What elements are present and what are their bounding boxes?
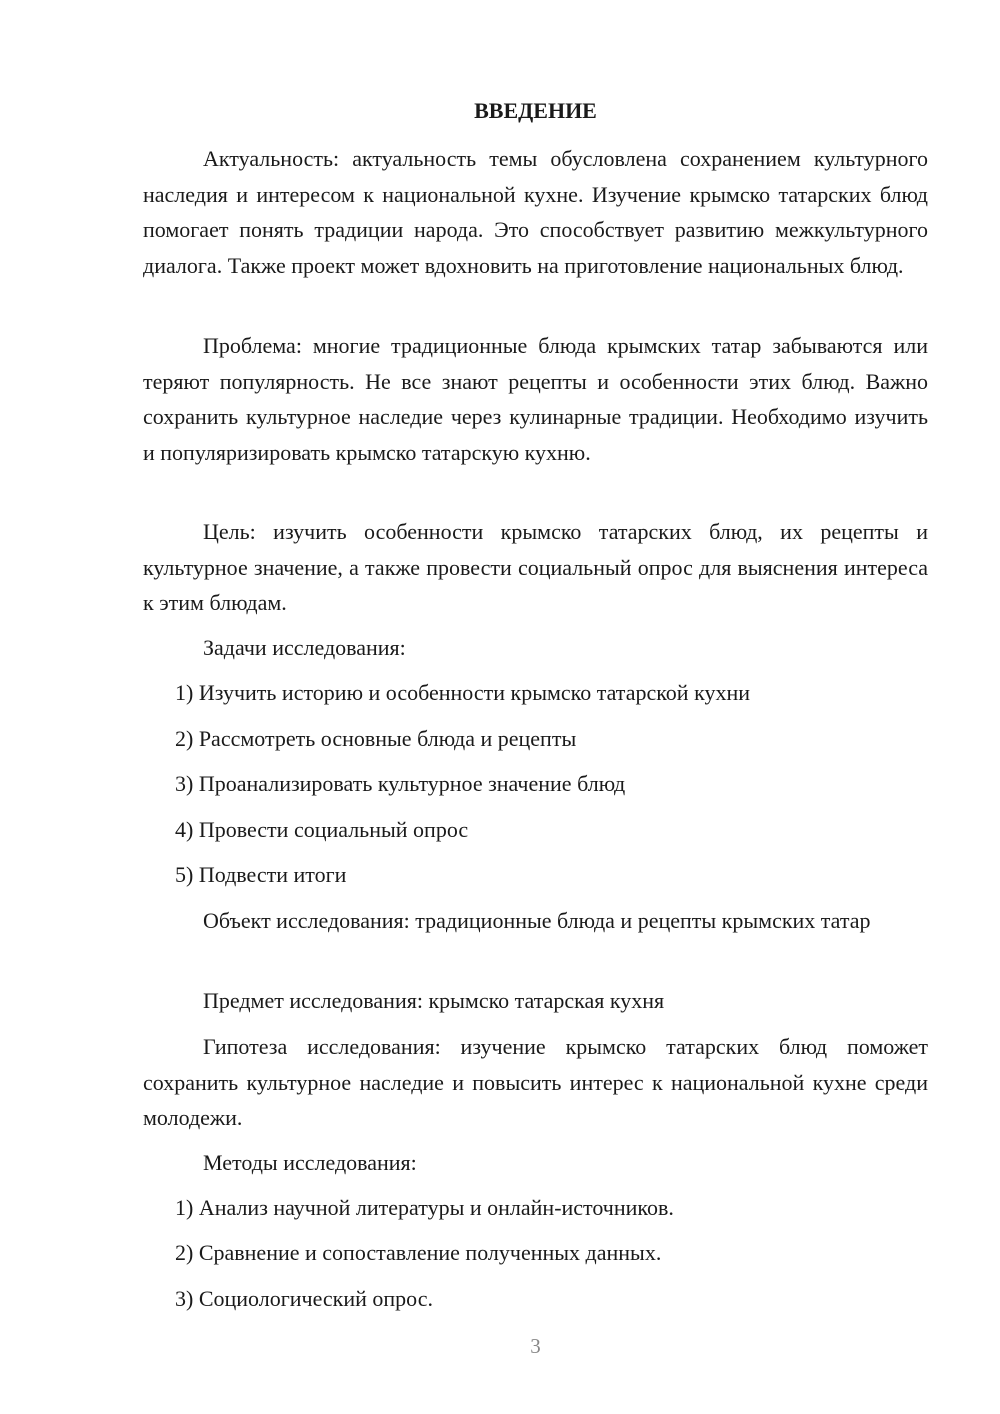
document-page: [143, 0, 928, 1414]
list-item: 3) Социологический опрос.: [175, 1286, 433, 1311]
subject-paragraph: Предмет исследования: крымско татарская кухня: [203, 988, 665, 1013]
list-item: 2) Сравнение и сопоставление полученных данных.: [175, 1240, 662, 1265]
problem-paragraph: Проблема: многие традиционные блюда крымских татар забываются или теряют популярность. Не все знают рецепты и особенности этих блюд. Важно сохранить культурное наследие через кулинарные традиции. Необходимо изучить и популяризировать крымско татарскую кухню.: [143, 333, 928, 465]
page-number: 3: [530, 1334, 541, 1358]
tasks-heading: Задачи исследования:: [203, 635, 406, 660]
list-item: 3) Проанализировать культурное значение блюд: [175, 771, 626, 796]
goal-paragraph: Цель: изучить особенности крымско татарских блюд, их рецепты и культурное значение, а также провести социальный опрос для выяснения интереса к этим блюдам.: [143, 519, 928, 615]
relevance-paragraph: Актуальность: актуальность темы обусловлена сохранением культурного наследия и интересом к национальной кухне. Изучение крымско татарских блюд помогает понять традиции народа. Это способствует развитию межкультурного диалога. Также проект может вдохновить на приготовление национальных блюд.: [143, 146, 928, 278]
hypothesis-paragraph: Гипотеза исследования: изучение крымско татарских блюд поможет сохранить культурное наследие и повысить интерес к национальной кухне среди молодежи.: [143, 1034, 928, 1130]
methods-heading: Методы исследования:: [203, 1150, 417, 1175]
object-paragraph: Объект исследования: традиционные блюда и рецепты крымских татар: [203, 908, 871, 933]
list-item: 5) Подвести итоги: [175, 862, 347, 887]
list-item: 4) Провести социальный опрос: [175, 817, 469, 842]
list-item: 1) Изучить историю и особенности крымско татарской кухни: [175, 680, 750, 705]
list-item: 2) Рассмотреть основные блюда и рецепты: [175, 726, 577, 751]
list-item: 1) Анализ научной литературы и онлайн-источников.: [175, 1195, 674, 1220]
page-title: ВВЕДЕНИЕ: [474, 98, 597, 123]
